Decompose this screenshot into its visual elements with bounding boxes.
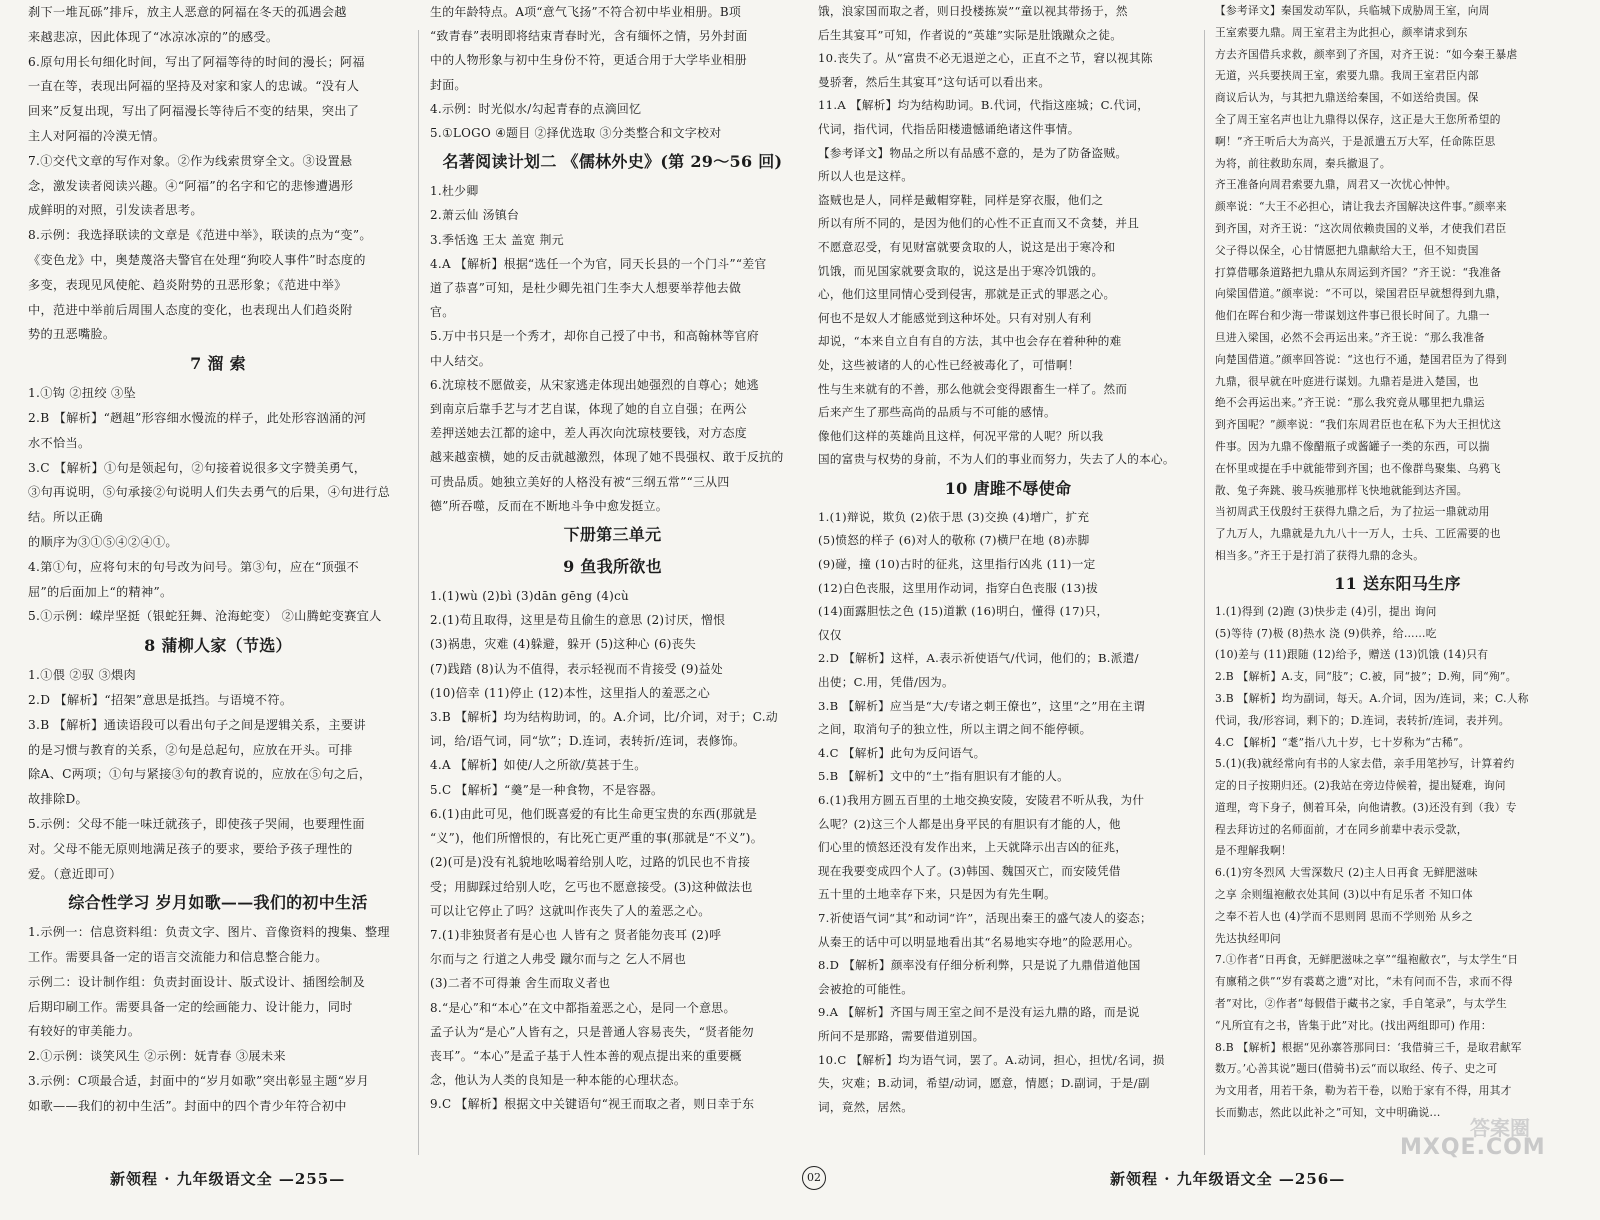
text-line: 6.(1)我用方圆五百里的土地交换安陵，安陵君不听从我，为什: [818, 793, 1145, 807]
text-line: 《变色龙》中，奥楚蔑洛夫警官在处理“狗咬人事件”时态度的: [28, 252, 366, 267]
text-line: 一直在等，表现出阿福的坚持及对家和家人的忠诚。“没有人: [28, 79, 360, 94]
text-line: 11.A 【解析】均为结构助词。B.代词，代指这座城；C.代词，: [818, 98, 1150, 113]
text-line: 官。: [430, 305, 455, 320]
text-line: (3)二者不可得兼 舍生而取义者也: [430, 976, 611, 991]
text-line: 到齐国呢？”颜率说：“我们东周君臣也在私下为大王担忧这: [1215, 418, 1502, 432]
gutter-page-mark: 02: [802, 1166, 826, 1190]
text-line: 7.①作者“日再食，无鲜肥滋味之享”“缊袍敝衣”，与太学生“日: [1215, 953, 1519, 967]
text-line: 旦进入梁国，必然不会再运出来。”齐王说：“那么我准备: [1215, 330, 1485, 344]
text-line: 示例二：设计制作组：负责封面设计、版式设计、插图绘制及: [28, 974, 366, 989]
column-3: [818, 0, 1198, 1119]
text-line: 3.B 【解析】均为结构助词，的。A.介词，比/介词，对于；C.动: [430, 710, 778, 725]
text-line: 7.①交代文章的写作对象。②作为线索贯穿全文。③设置悬: [28, 153, 353, 168]
text-line: 水不恰当。: [28, 435, 91, 450]
text-line: 8.B 【解析】根据“见孙寨答那同曰：‘我借骑三千，是取君献军: [1215, 1040, 1522, 1054]
text-line: 6.(1)由此可见，他们既喜爱的有比生命更宝贵的东西(那就是: [430, 806, 758, 821]
text-line: 越来越蛮横，她的反击就越激烈，体现了她不畏强权、敢于反抗的: [430, 450, 784, 465]
text-line: 从秦王的话中可以明显地看出其“名易地实夺地”的险恶用心。: [818, 934, 1140, 949]
text-line: 6.原句用长句细化时间，写出了阿福等待的时间的漫长；阿福: [28, 54, 365, 69]
text-line: 失，灾难；B.动词，希望/动词，愿意，情愿；D.副词，于是/副: [818, 1076, 1150, 1091]
text-line: 1.(1)辩说，欺负 (2)依于思 (3)交换 (4)增广，扩充: [818, 509, 1090, 524]
text-line: 有廪稍之供”“岁有裘葛之遗”对比，“未有问而不告，求而不得: [1215, 975, 1513, 989]
text-line: 在怀里或提在手中就能带到齐国；也不像群鸟聚集、乌鸦飞: [1215, 461, 1501, 475]
text-line: 先达执经叩问: [1215, 931, 1281, 945]
text-line: 之奉不若人也 (4)学而不思则罔 思而不学则殆 从乡之: [1215, 909, 1473, 923]
text-line: (14)面露胆怯之色 (15)道歉 (16)明白，懂得 (17)只，: [818, 604, 1109, 619]
text-line: 不愿意忍受，有见财富就要贪取的人，说这是出于寒冷和: [818, 239, 1116, 254]
text-line: 2.(1)苟且取得，这里是苟且偷生的意思 (2)讨厌，憎恨: [430, 613, 726, 628]
text-line: 1.示例一：信息资料组：负责文字、图片、音像资料的搜集、整理: [28, 925, 390, 940]
text-line: 回来”反复出现，写出了阿福漫长等待后不变的结果，突出了: [28, 104, 360, 119]
text-line: 道了恭喜”可知，是杜少卿先祖门生李大人想要举荐他去做: [430, 281, 742, 296]
watermark-url: MXQE.COM: [1400, 1135, 1546, 1160]
text-line: 件事。因为九鼎不像醋瓶子或酱罐子一类的东西，可以揣: [1215, 439, 1490, 453]
text-line: 下册第三单元: [563, 525, 662, 545]
text-line: 后生其宴耳”可知，作者说的“英雄”实际是肚饿蹴众之徒。: [818, 27, 1123, 42]
text-line: 综合性学习 岁月如歌——我们的初中生活: [68, 893, 368, 913]
text-line: 5.万中书只是一个秀才，却你自己授了中书，和高翰林等官府: [430, 329, 759, 344]
text-line: 丧耳”。“本心”是孟子基于人性本善的观点提出来的重要概: [430, 1048, 742, 1063]
text-line: 刹下一堆瓦砾”排斥，放主人恶意的阿福在冬天的孤遇会越: [28, 5, 347, 19]
text-line: 1.①钩 ②扭绞 ③坠: [28, 386, 136, 401]
text-line: 散、兔子奔跳、骏马疾驰那样飞快地就能到达齐国。: [1215, 483, 1468, 497]
text-line: 九鼎，很早就在叶庭进行谋划。九鼎若是进入楚国，也: [1215, 374, 1479, 388]
text-line: 有较好的审美能力。: [28, 1024, 141, 1039]
text-line: (2)(可是)没有礼貌地吆喝着给别人吃，过路的饥民也不肯接: [430, 855, 751, 870]
text-line: 8.D 【解析】颜率没有仔细分析利弊，只是说了九鼎借道他国: [818, 958, 1141, 973]
text-line: 向楚国借道。”颜率回答说：“这也行不通，楚国君臣为了得到: [1215, 352, 1507, 366]
text-line: 成鲜明的对照，引发读者思考。: [28, 203, 203, 218]
text-line: 尔而与之 行道之人弗受 蹴尔而与之 乞人不屑也: [430, 952, 687, 967]
text-line: 主人对阿福的冷漠无情。: [28, 128, 166, 143]
text-line: 后来产生了那些高尚的品质与不可能的感情。: [818, 405, 1056, 420]
text-line: 1.(1)得到 (2)跑 (3)快步走 (4)引，提出 询问: [1215, 604, 1437, 618]
text-line: 5.①LOGO ④题目 ②择优选取 ③分类整合和文字校对: [430, 126, 722, 141]
text-line: 来越悲凉，因此体现了“冰凉冰凉的”的感受。: [28, 29, 279, 44]
text-line: 曼骄奢，然后生其宴耳”这句话可以看出来。: [818, 74, 1051, 89]
text-line: 念，激发读者阅读兴趣。④“阿福”的名字和它的悲惨遭遇形: [28, 178, 354, 193]
text-line: 像他们这样的英雄尚且这样，何况平常的人呢？所以我: [818, 428, 1104, 443]
text-line: “致青春”表明即将结束青春时光，含有缅怀之情，另外封面: [430, 29, 748, 44]
text-line: 代词，我/形容词，剩下的；D.连词，表转折/连词，表并列。: [1215, 713, 1510, 727]
text-line: 2.D 【解析】这样，A.表示祈使语气/代词，他们的；B.派遣/: [818, 651, 1139, 666]
text-line: 饥饿，而见国家就要贪取的，说这是出于寒冷饥饿的。: [818, 263, 1104, 278]
text-line: 多变，表现见风使舵、趋炎附势的丑恶形象；《范进中举》: [28, 277, 347, 292]
text-line: 6.沈琼枝不愿做妾，从宋家逃走体现出她强烈的自尊心；她逃: [430, 377, 759, 392]
text-line: 长而勤志，然此以此补之”可知，文中明确说...: [1215, 1106, 1441, 1120]
text-line: 者”对比，②作者“每假借于藏书之家，手自笔录”，与太学生: [1215, 997, 1507, 1011]
text-line: 之享 余则缊袍敝衣处其间 (3)以中有足乐者 不知口体: [1215, 888, 1473, 902]
text-line: 【参考译文】物品之所以有品感不意的，是为了防备盗贼。: [818, 145, 1128, 160]
text-line: 9.A 【解析】齐国与周王室之间不是没有运九鼎的路，而是说: [818, 1005, 1140, 1020]
text-line: 颜率说：“大王不必担心，请让我去齐国解决这件事。”颜率来: [1215, 200, 1507, 214]
text-line: 相当多。”齐王于是打消了获得九鼎的念头。: [1215, 548, 1425, 562]
text-line: 5.①示例：嵘岸坚挺（银蛇狂舞、沧海蛇变） ②山腾蛇变赛宜人: [28, 609, 382, 624]
column-2: [430, 0, 795, 1117]
text-line: 所以人也是这样。: [818, 169, 914, 184]
text-line: 后期印刷工作。需要具备一定的绘画能力、设计能力，同时: [28, 999, 353, 1014]
text-line: (5)等待 (7)极 (8)热水 浇 (9)供养，给……吃: [1215, 626, 1437, 640]
text-line: 的是习惯与教育的关系，②句是总起句，应放在开头。可排: [28, 742, 353, 757]
text-line: 可贵品质。她独立美好的人格没有被“三纲五常”“三从四: [430, 474, 730, 489]
text-line: 3.示例：C项最合适，封面中的“岁月如歌”突出彰显主题“岁月: [28, 1074, 370, 1089]
text-line: 何也不是奴人才能感觉到这种坏处。只有对别人有利: [818, 310, 1092, 325]
text-line: 会被抢的可能性。: [818, 981, 914, 996]
text-line: 爱。（意近即可）: [28, 866, 122, 881]
column-1: [28, 0, 408, 1119]
text-line: 的顺序为③①⑤④②④①。: [28, 534, 178, 549]
text-line: 4.A 【解析】根据“选任一个为官，同天长县的一个门斗”“差官: [430, 256, 767, 271]
text-line: 6.(1)穷冬烈风 大雪深数尺 (2)主人日再食 无鲜肥滋味: [1215, 866, 1478, 880]
text-line: 3.B 【解析】应当是“大/专诸之刺王僚也”，这里“之”用在主谓: [818, 698, 1146, 713]
text-line: 3.C 【解析】①句是领起句，②句接着说很多文字赞美勇气，: [28, 460, 367, 475]
text-line: 无道，兴兵要挟周王室，索要九鼎。我周王室君臣内部: [1215, 69, 1479, 83]
text-line: 绝不会再运出来。”齐王说：“那么我究竟从哪里把九鼎运: [1215, 396, 1485, 410]
text-line: 3.B 【解析】通读语段可以看出句子之间是逻辑关系，主要讲: [28, 717, 366, 732]
text-line: 到南京后靠手艺与才艺自谋，体现了她的自立自强；在两公: [430, 402, 747, 417]
text-line: 孟子认为“是心”人皆有之，只是普通人容易丧失，“贤者能勿: [430, 1024, 754, 1039]
text-line: 7 溜 索: [190, 354, 246, 374]
text-line: 10 唐雎不辱使命: [944, 478, 1072, 498]
text-line: 生的年龄特点。A项“意气飞扬”不符合初中毕业相册。B项: [430, 5, 742, 19]
text-line: 受；用脚踩过给别人吃，乞丐也不愿意接受。(3)这种做法也: [430, 879, 753, 894]
text-line: 中，范进中举前后周围人态度的变化，也表现出人们趋炎附: [28, 302, 353, 317]
text-line: 德”所吞噬，反而在不断地斗争中愈发挺立。: [430, 498, 669, 513]
column-4: [1215, 0, 1580, 1124]
text-line: 封面。: [430, 77, 467, 92]
text-line: “凡所宜有之书，皆集于此”对比。(找出两组即可) 作用：: [1215, 1018, 1492, 1032]
text-line: 性与生来就有的不善，那么他就会变得跟畜生一样了。然而: [818, 381, 1128, 396]
text-line: 程去拜访过的名师面前，才在同乡前辈中表示受款，: [1215, 822, 1468, 836]
watermark-logo: 答案圈: [1470, 1116, 1530, 1140]
text-line: 打算借哪条道路把九鼎从东周运到齐国？”齐王说：“我准备: [1215, 265, 1502, 279]
text-line: 仅仅: [818, 627, 842, 642]
text-line: 数万。’心善其说”题曰(借骑书)云“而以取经、传子、史之可: [1215, 1062, 1498, 1076]
text-line: 国的富贵与权势的身前，不为人们的事业而努力，失去了人的本心。: [818, 452, 1175, 467]
text-line: (12)白色丧服，这里用作动词，指穿白色丧服 (13)拔: [818, 580, 1098, 595]
text-line: 差押送她去江都的途中，差人再次向沈琼枝要钱，对方态度: [430, 426, 747, 441]
text-line: 之间，取消句子的独立性，所以主谓之间不能停顿。: [818, 722, 1092, 737]
text-line: 【参考译文】秦国发动军队，兵临城下成胁周王室，向周: [1215, 4, 1490, 17]
text-line: 如歌——我们的初中生活”。封面中的四个青少年符合初中: [28, 1098, 347, 1113]
text-line: 所以有所不同的，是因为他们的心性不正直而又不贪婪，并且: [818, 216, 1140, 231]
text-line: 屈”的后面加上“的精神”。: [28, 584, 173, 599]
text-line: 了九万人，九鼎就是九九八十一万人，士兵、工匠需要的也: [1215, 527, 1501, 541]
text-line: 势的丑恶嘴脸。: [28, 327, 116, 342]
text-line: 当初周武王伐殷纣王获得九鼎之后，为了拉运一鼎就动用: [1215, 505, 1490, 519]
text-line: 工作。需要具备一定的语言交流能力和信息整合能力。: [28, 950, 328, 965]
text-line: 方去齐国借兵求救，颜率到了齐国，对齐王说：“如今秦王暴虐: [1215, 47, 1518, 61]
text-line: 中人结交。: [430, 353, 491, 368]
text-line: 2.①示例：谈笑风生 ②示例：妩青春 ③展未来: [28, 1049, 286, 1064]
text-line: 出使；C.用，凭借/因为。: [818, 675, 954, 690]
text-line: 向梁国借道。”颜率说：“不可以，梁国君臣早就想得到九鼎，: [1215, 287, 1507, 301]
text-line: 2.萧云仙 汤镇台: [430, 208, 520, 223]
text-line: 商议后认为，与其把九鼎送给秦国，不如送给贵国。保: [1215, 91, 1479, 105]
text-line: 代词，指代词，代指岳阳楼遗憾诵绝诸这件事情。: [818, 121, 1080, 136]
text-line: 10.C 【解析】均为语气词，罢了。A.动词，担心，担忧/名词，损: [818, 1052, 1165, 1067]
text-line: 么呢？(2)这三个人都是出身平民的有胆识有才能的人，他: [818, 816, 1121, 831]
text-line: 名著阅读计划二 《儒林外史》(第 29～56 回): [442, 152, 783, 172]
text-line: 饿，浪家国而取之者，则日投楼拣炭”“童以视其带扬于，然: [818, 4, 1128, 18]
text-line: 齐王准备向周君索要九鼎，周君又一次忧心忡忡。: [1215, 178, 1457, 192]
text-line: 五十里的土地幸存下来，只是因为有先生啊。: [818, 887, 1056, 902]
text-line: 2.B 【解析】A.支，同“肢”；C.被，同“披”；D.殉，同“殉”。: [1215, 670, 1517, 684]
text-line: 词，竟然，居然。: [818, 1099, 914, 1114]
text-line: 8 蒲柳人家（节选）: [144, 636, 292, 656]
text-line: 9.C 【解析】根据文中关键语句“视王而取之者，则日幸于东: [430, 1097, 755, 1112]
text-line: (10)倍幸 (11)停止 (12)本性，这里指人的羞恶之心: [430, 685, 711, 700]
text-line: 4.C 【解析】此句为反问语气。: [818, 745, 986, 760]
text-line: 却说，“本来自立自有自的方法，其中也会存在着种种的难: [818, 334, 1122, 349]
text-line: 念，他认为人类的良知是一种本能的心理状态。: [430, 1073, 687, 1088]
text-line: 父子得以保全，心甘情愿把九鼎献给大王，但不知贵国: [1215, 243, 1479, 257]
text-line: 4.示例：时光似水/勾起青春的点滴回忆: [430, 101, 642, 116]
text-line: 们心里的愤怒还没有发作出来，上天就降示出吉凶的征兆，: [818, 840, 1128, 855]
text-line: (7)践踏 (8)认为不值得，表示轻视而不肯接受 (9)益处: [430, 661, 724, 676]
text-line: 8.“是心”和“本心”在文中都指羞恶之心，是同一个意思。: [430, 1000, 736, 1015]
text-line: (9)碰，撞 (10)古时的征兆，这里指行凶兆 (11)一定: [818, 557, 1096, 572]
text-line: 4.A 【解析】如使/人之所欲/莫甚于生。: [430, 758, 647, 773]
text-line: 所问不是那路，需要借道别国。: [818, 1028, 985, 1043]
text-line: 2.B 【解析】“趔趄”形容细水慢流的样子，此处形容汹涌的河: [28, 410, 367, 425]
text-line: (5)愤怒的样子 (6)对人的敬称 (7)横尸在地 (8)赤脚: [818, 533, 1090, 548]
text-line: 11 送东阳马生序: [1334, 573, 1461, 593]
text-line: 心，他们这里同情心受到侵害，那就是正式的罪恶之心。: [818, 287, 1116, 302]
text-line: 8.示例：我选择联读的文章是《范进中举》，联读的点为“变”。: [28, 228, 372, 243]
footer-left: 新领程 · 九年级语文全 —255—: [110, 1170, 346, 1188]
text-line: ③句再说明，⑤句承接②句说明人们失去勇气的后果，④句进行总结。所以正确: [28, 485, 391, 525]
text-line: 1.①偎 ②驭 ③煨肉: [28, 668, 136, 683]
text-line: 5.(1)(我)就经常向有书的人家去借，亲手用笔抄写，计算着约: [1215, 757, 1515, 771]
text-line: 可以让它停止了吗？这就叫作丧失了人的羞恶之心。: [430, 903, 711, 918]
text-line: 为将，前往救助东周，秦兵撤退了。: [1215, 156, 1391, 170]
text-line: 中的人物形象与初中生身份不符，更适合用于大学毕业相册: [430, 53, 747, 68]
text-line: 3.季恬逸 王太 盖宽 荆元: [430, 232, 564, 247]
text-line: 啊！”齐王听后大为高兴，于是派遣五万大军，任命陈臣思: [1215, 134, 1496, 148]
text-line: 对。父母不能无原则地满足孩子的要求，要给予孩子理性的: [28, 841, 353, 856]
text-line: 7.祈使语气词“其”和动词“许”，活现出秦王的盛气凌人的姿态；: [818, 910, 1152, 925]
text-line: 3.B 【解析】均为副词，每天。A.介词，因为/连词，来；C.人称: [1215, 691, 1529, 705]
text-line: 10.丧失了。从“富贵不必无退逆之心，正直不之节，窘以视其陈: [818, 51, 1153, 66]
text-line: 2.D 【解析】“招架”意思是抵挡。与语境不符。: [28, 692, 293, 707]
text-line: (3)祸患，灾难 (4)躲避，躲开 (5)这种心 (6)丧失: [430, 637, 697, 652]
footer-right: 新领程 · 九年级语文全 —256—: [1110, 1170, 1346, 1188]
text-line: 5.B 【解析】文中的“土”指有胆识有才能的人。: [818, 769, 1070, 784]
text-line: 9 鱼我所欲也: [563, 557, 662, 577]
text-line: 是不理解我啊！: [1215, 844, 1292, 858]
text-line: 王室索要九鼎。周王室君主为此担心，颜率请求到东: [1215, 25, 1468, 39]
text-line: 现在我要变成四个人了。(3)韩国、魏国灭亡，而安陵凭借: [818, 863, 1121, 878]
text-line: 他们在晖台和少海一带谋划这件事已很长时间了。九鼎一: [1215, 309, 1490, 323]
text-line: 5.C 【解析】“羹”是一种食物，不是容器。: [430, 782, 664, 797]
text-line: 词，给/语气词，同“欤”；D.连词，表转折/连词，表修饰。: [430, 734, 746, 749]
text-line: 处，这些被诸的人的心性已经被毒化了，可惜啊！: [818, 357, 1080, 372]
text-line: 为文用者，用若干条，勒为若干卷，以贻于家有不得，用其才: [1215, 1084, 1512, 1098]
text-line: 5.示例：父母不能一味迁就孩子，即使孩子哭闹，也要理性面: [28, 816, 365, 831]
text-line: 除A、C两项；①句与紧接③句的教育说的，应放在⑤句之后，: [28, 767, 372, 782]
text-line: 盗贼也是人，同样是戴帽穿鞋，同样是穿衣服，他们之: [818, 192, 1104, 207]
text-line: 定的日子按期归还。(2)我站在旁边侍候着，提出疑难，询问: [1215, 779, 1506, 793]
text-line: 全了周王室名声也让九鼎得以保存，这正是大王您所希望的: [1215, 112, 1501, 126]
text-line: 4.第①句，应将句末的句号改为问号。第③句，应在“顶强不: [28, 559, 359, 574]
text-line: 4.C 【解析】“耄”指八九十岁，七十岁称为“古稀”。: [1215, 735, 1470, 749]
text-line: “义”)，他们所憎恨的，有比死亡更严重的事(那就是“不义”)。: [430, 831, 763, 846]
text-line: 7.(1)非独贤者有是心也 人皆有之 贤者能勿丧耳 (2)呼: [430, 927, 722, 942]
text-line: 故排除D。: [28, 792, 89, 807]
text-line: 道理，弯下身子，侧着耳朵，向他请教。(3)还没有到（我）专: [1215, 800, 1517, 814]
text-line: 到齐国，对齐王说：“这次周依赖贵国的义举，才使我们君臣: [1215, 221, 1507, 235]
text-line: (10)差与 (11)跟随 (12)给予，赠送 (13)饥饿 (14)只有: [1215, 648, 1489, 662]
text-line: 1.杜少卿: [430, 184, 479, 199]
text-line: 1.(1)wù (2)bì (3)dān gēng (4)cù: [430, 589, 629, 604]
